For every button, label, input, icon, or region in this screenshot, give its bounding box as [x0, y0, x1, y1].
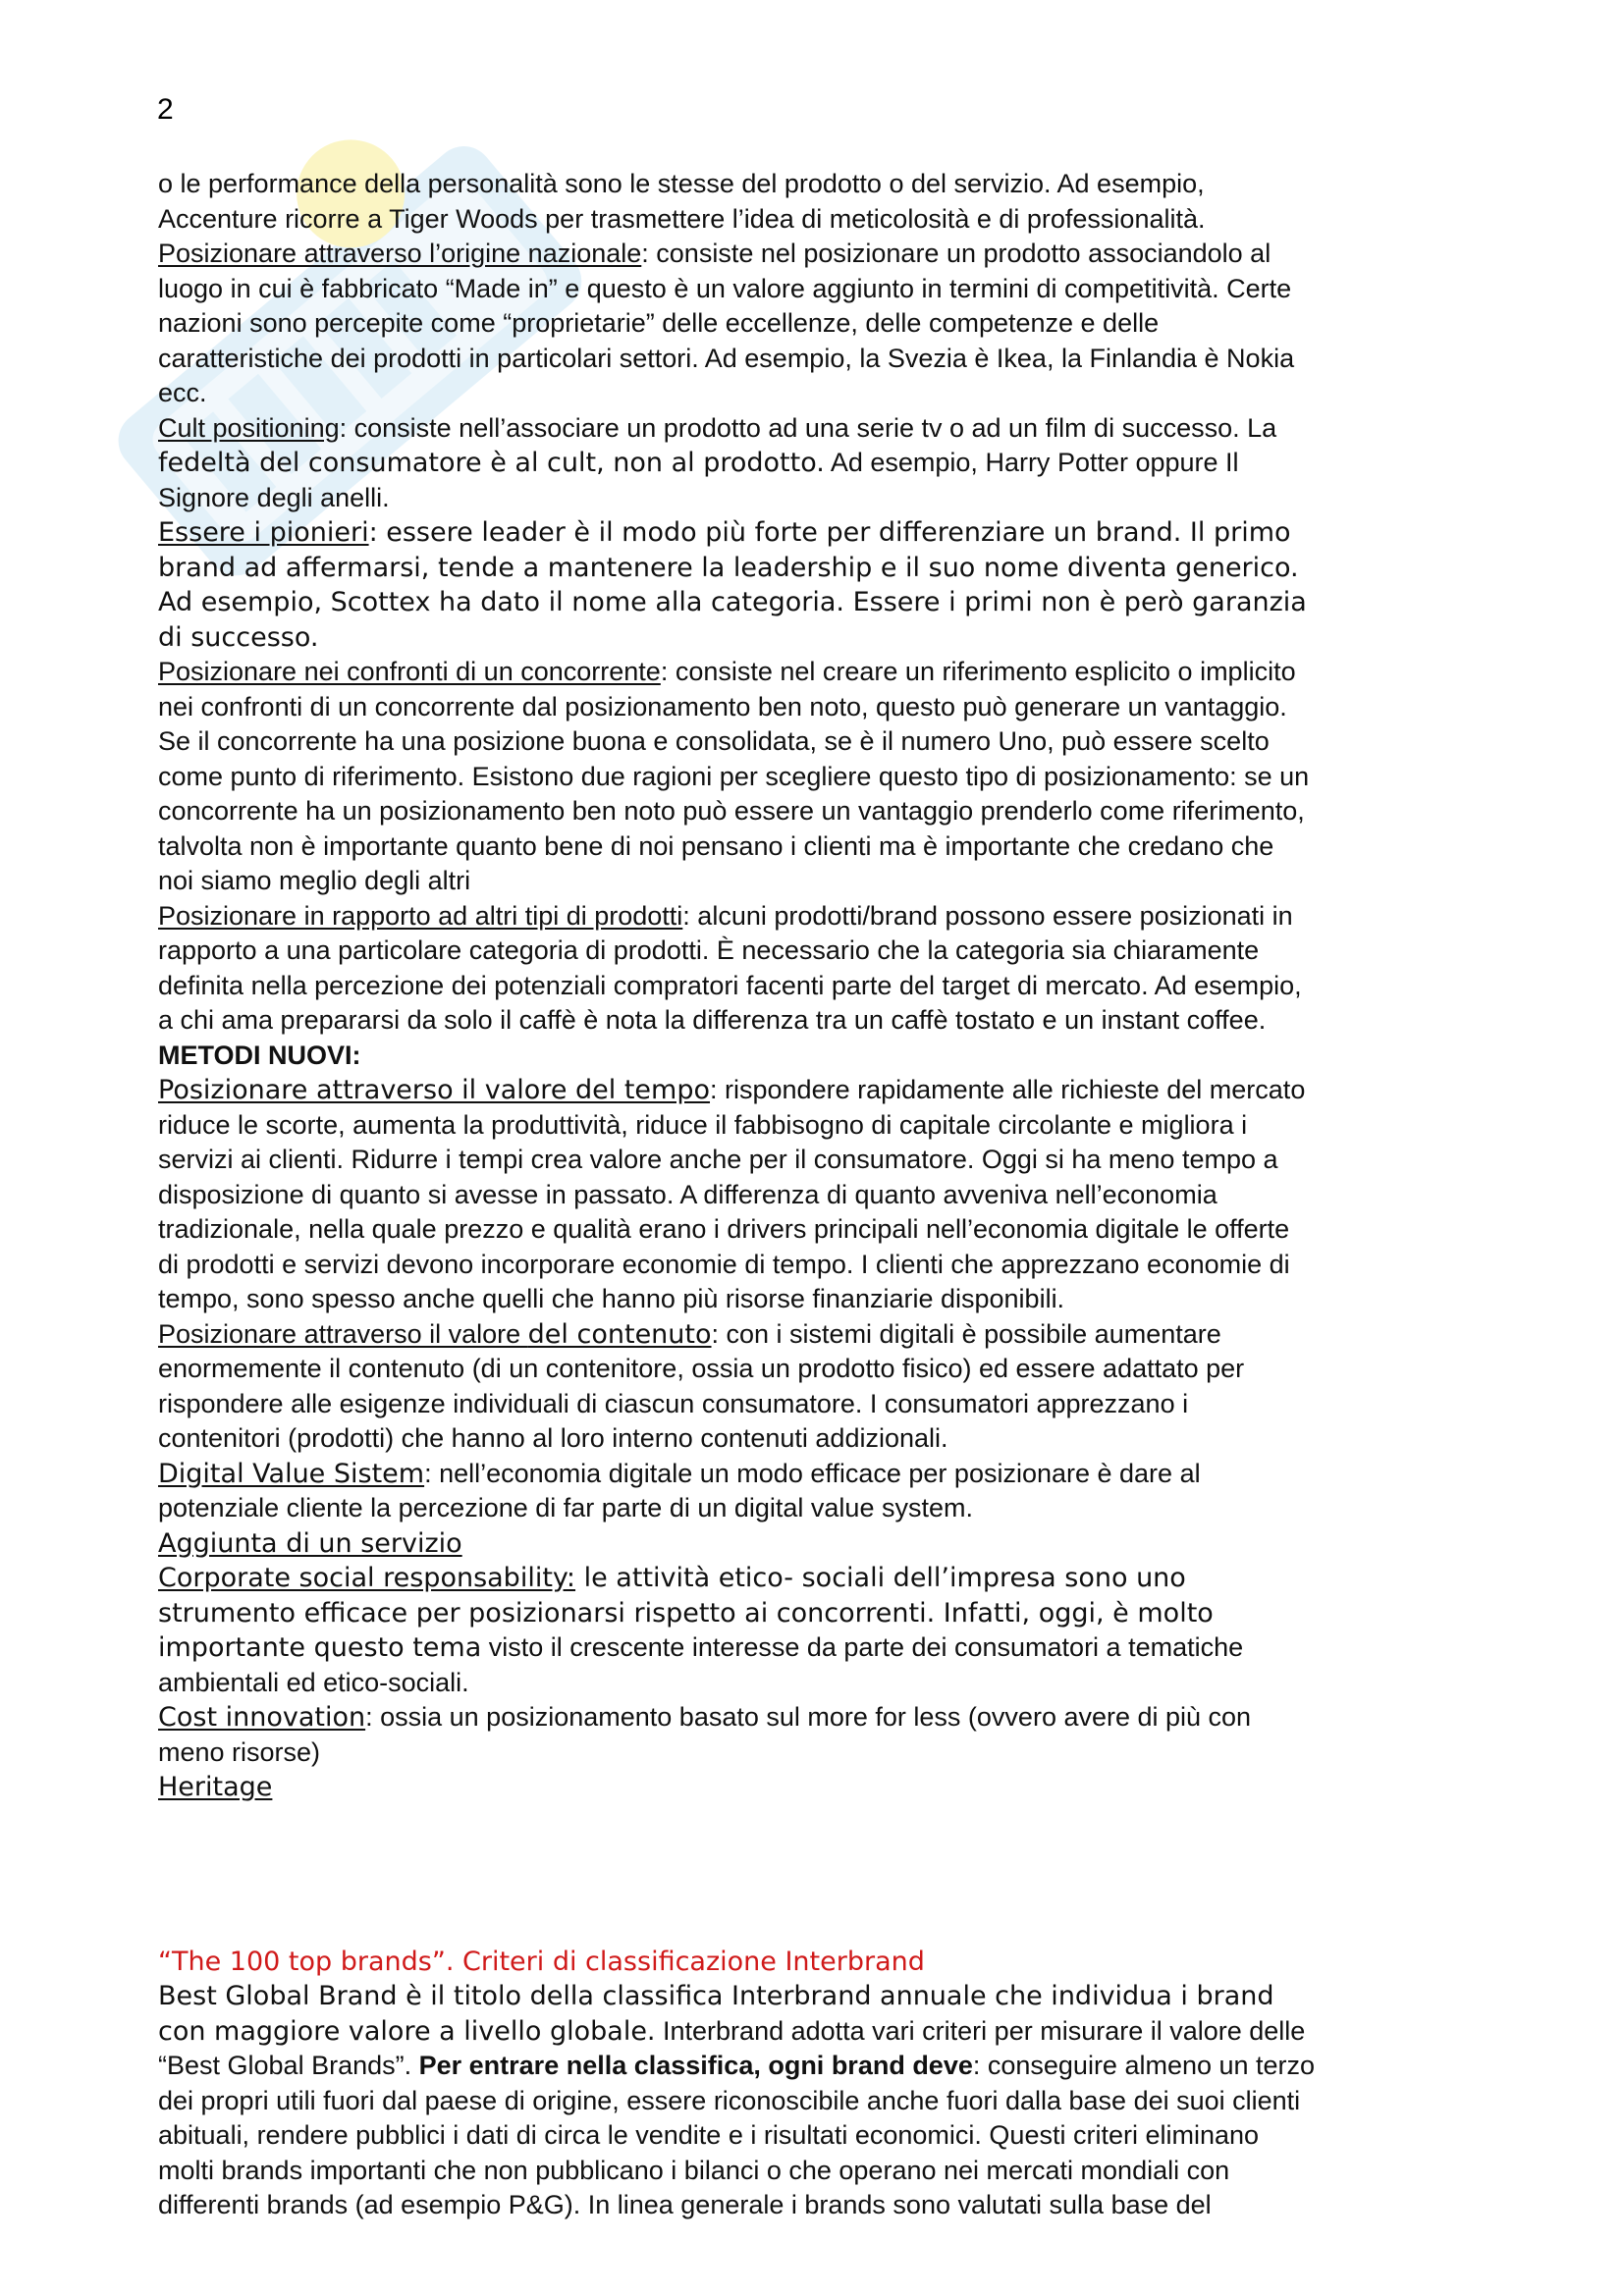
text-line: [158, 446, 1484, 481]
text-line: strumento efficace per posizionarsi rispetto ai concorrenti. Infatti, oggi, è molto: [158, 1597, 1214, 1629]
term-servizio: Aggiunta di un servizio: [158, 1527, 462, 1559]
text-span: : rispondere rapidamente alle richieste del mercato: [710, 1075, 1306, 1104]
text-span: : con i sistemi digitali è possibile aumentare: [711, 1318, 1221, 1349]
text-line: differenti brands (ad esempio P&G). In linea generale i brands sono valutati sulla base del: [158, 2190, 1212, 2219]
paragraph-pionieri: [158, 515, 1484, 551]
term-digital-value: Digital Value Sistem: [158, 1458, 425, 1489]
text-line: servizi ai clienti. Ridurre i tempi crea valore anche per il consumatore. Oggi si ha meno tempo a: [158, 1145, 1278, 1174]
text-line: rispondere alle esigenze individuali di ciascun consumatore. I consumatori apprezzano i: [158, 1388, 1189, 1418]
paragraph-origine-nazionale: [158, 237, 1484, 272]
term-csr: Corporate social responsability:: [158, 1563, 576, 1593]
term-pionieri: Essere i pionieri: [158, 517, 369, 548]
text-span: : consiste nell’associare un prodotto ad una serie tv o ad un film di successo. La: [339, 412, 1277, 443]
text-line: nazioni sono percepite come “proprietarie” delle eccellenze, delle competenze e delle: [158, 308, 1160, 338]
paragraph-servizio: [158, 1526, 1484, 1562]
text-line: ecc.: [158, 378, 207, 407]
text-span: : consiste nel creare un riferimento esplicito o implicito: [660, 657, 1296, 686]
paragraph-cult-positioning: [158, 411, 1484, 447]
text-line: meno risorse): [158, 1736, 321, 1767]
spacer: [158, 1805, 1484, 1945]
text-span: Ad esempio, Harry Potter oppure Il: [824, 448, 1239, 477]
section-heading-metodi-nuovi: METODI NUOVI:: [158, 1040, 361, 1070]
text-line: tempo, sono spesso anche quelli che hanno più risorse finanziarie disponibili.: [158, 1284, 1065, 1313]
text-line: [158, 2049, 1484, 2084]
text-line: definita nella percezione dei potenziali compratori facenti parte del target di mercato. Ad esempio,: [158, 970, 1302, 1000]
paragraph-valore-tempo: [158, 1073, 1484, 1108]
text-line: [158, 1630, 1484, 1666]
paragraph-valore-contenuto: [158, 1317, 1484, 1353]
paragraph-csr: [158, 1561, 1484, 1596]
text-line: nei confronti di un concorrente dal posizionamento ben noto, questo può generare un vantaggio.: [158, 691, 1287, 721]
text-line: enormemente il contenuto (di un contenitore, ossia un prodotto fisico) ed essere adattato per: [158, 1354, 1245, 1383]
text-span: Posizionare attraverso il valore: [158, 1318, 528, 1349]
term-cult-positioning: Cult positioning: [158, 412, 340, 443]
page-body: [158, 167, 1484, 2223]
text-line: molti brands importanti che non pubblicano i bilanci o che operano nei mercati mondiali con: [158, 2155, 1230, 2185]
text-span: : ossia un posizionamento basato sul more for less (ovvero avere di più con: [365, 1702, 1252, 1732]
text-line: di successo.: [158, 621, 319, 653]
term-valore-tempo: Posizionare attraverso il valore del tempo: [158, 1075, 711, 1105]
paragraph-digital-value: [158, 1457, 1484, 1492]
term-cost-innovation: Cost innovation: [158, 1702, 366, 1733]
text-line: tradizionale, nella quale prezzo e qualità erano i drivers principali nell’economia digitale le offerte: [158, 1214, 1290, 1244]
text-line: Signore degli anelli.: [158, 482, 390, 512]
text-line: o le performance della personalità sono le stesse del prodotto o del servizio. Ad esempio,: [158, 169, 1205, 198]
term-altri-prodotti: Posizionare in rapporto ad altri tipi di prodotti: [158, 900, 683, 931]
text-line: Ad esempio, Scottex ha dato il nome alla categoria. Essere i primi non è però garanzia: [158, 587, 1307, 617]
text-line: Se il concorrente ha una posizione buona e consolidata, se è il numero Uno, può essere scelto: [158, 726, 1270, 756]
text-line: ambientali ed etico-sociali.: [158, 1667, 469, 1697]
text-span: Per entrare nella classifica, ogni brand deve: [418, 2051, 973, 2080]
text-line: contenitori (prodotti) che hanno al loro interno contenuti addizionali.: [158, 1423, 948, 1453]
text-line: potenziale cliente la percezione di far parte di un digital value system.: [158, 1493, 973, 1522]
term-heritage: Heritage: [158, 1772, 273, 1802]
term-valore-contenuto: [158, 1319, 712, 1349]
text-line: come punto di riferimento. Esistono due ragioni per scegliere questo tipo di posizionamento: se un: [158, 761, 1310, 791]
text-line: caratteristiche dei prodotti in particolari settori. Ad esempio, la Svezia è Ikea, la Finlandia è Nokia: [158, 343, 1295, 373]
text-span: del contenuto: [527, 1318, 712, 1350]
text-span: importante questo tema: [158, 1632, 482, 1663]
paragraph-altri-prodotti: [158, 899, 1484, 934]
text-line: concorrente ha un posizionamento ben noto può essere un vantaggio prenderlo come riferimento,: [158, 796, 1305, 826]
text-span: con maggiore valore a livello globale.: [158, 2015, 656, 2047]
term-concorrente: Posizionare nei confronti di un concorrente: [158, 657, 661, 686]
text-line: Best Global Brand è il titolo della classifica Interbrand annuale che individua i brand: [158, 1981, 1274, 2011]
text-line: Accenture ricorre a Tiger Woods per trasmettere l’idea di meticolosità e di professionalità.: [158, 203, 1206, 234]
text-span: visto il crescente interesse da parte dei consumatori a tematiche: [481, 1632, 1244, 1662]
text-line: luogo in cui è fabbricato “Made in” e questo è un valore aggiunto in termini di competitività. Certe: [158, 273, 1292, 303]
text-span: : alcuni prodotti/brand possono essere posizionati in: [682, 900, 1293, 931]
text-line: disposizione di quanto si avesse in passato. A differenza di quanto avveniva nell’economia: [158, 1179, 1217, 1209]
text-span: “Best Global Brands”.: [158, 2051, 419, 2080]
text-span: : consiste nel posizionare un prodotto associandolo al: [641, 239, 1271, 268]
text-line: rapporto a una particolare categoria di prodotti. È necessario che la categoria sia chiaramente: [158, 935, 1260, 965]
page-number: 2: [157, 93, 174, 126]
text-line: brand ad affermarsi, tende a mantenere la leadership e il suo nome diventa generico.: [158, 552, 1299, 583]
text-span: fedeltà del consumatore è al cult, non al prodotto.: [158, 448, 825, 478]
paragraph-cost-innovation: [158, 1700, 1484, 1735]
section-heading-top-brands: “The 100 top brands”. Criteri di classificazione Interbrand: [158, 1946, 925, 1977]
paragraph-heritage: [158, 1770, 1484, 1805]
term-origine-nazionale: Posizionare attraverso l’origine nazionale: [158, 239, 642, 268]
text-line: di prodotti e servizi devono incorporare economie di tempo. I clienti che apprezzano economie di: [158, 1249, 1290, 1279]
text-line: abituali, rendere pubblici i dati di circa le vendite e i risultati economici. Questi criteri eliminano: [158, 2120, 1260, 2150]
text-line: riduce le scorte, aumenta la produttività, riduce il fabbisogno di capitale circolante e migliora i: [158, 1109, 1248, 1140]
text-line: a chi ama prepararsi da solo il caffè è nota la differenza tra un caffè tostato e un instant coffee.: [158, 1005, 1267, 1035]
text-line: dei propri utili fuori dal paese di origine, essere riconoscibile anche fuori dalla base dei suoi clienti: [158, 2085, 1301, 2115]
text-line: [158, 2014, 1484, 2050]
text-line: noi siamo meglio degli altri: [158, 866, 471, 895]
text-line: talvolta non è importante quanto bene di noi pensano i clienti ma è importante che credano che: [158, 830, 1274, 861]
text-span: : conseguire almeno un terzo: [972, 2051, 1316, 2080]
text-span: Interbrand adotta vari criteri per misurare il valore delle: [655, 2015, 1306, 2046]
text-span: : essere leader è il modo più forte per differenziare un brand. Il primo: [368, 517, 1291, 548]
text-span: le attività etico- sociali dell’impresa sono uno: [575, 1563, 1186, 1593]
text-span: : nell’economia digitale un modo efficace per posizionare è dare al: [424, 1458, 1201, 1488]
paragraph-concorrente: [158, 655, 1484, 690]
